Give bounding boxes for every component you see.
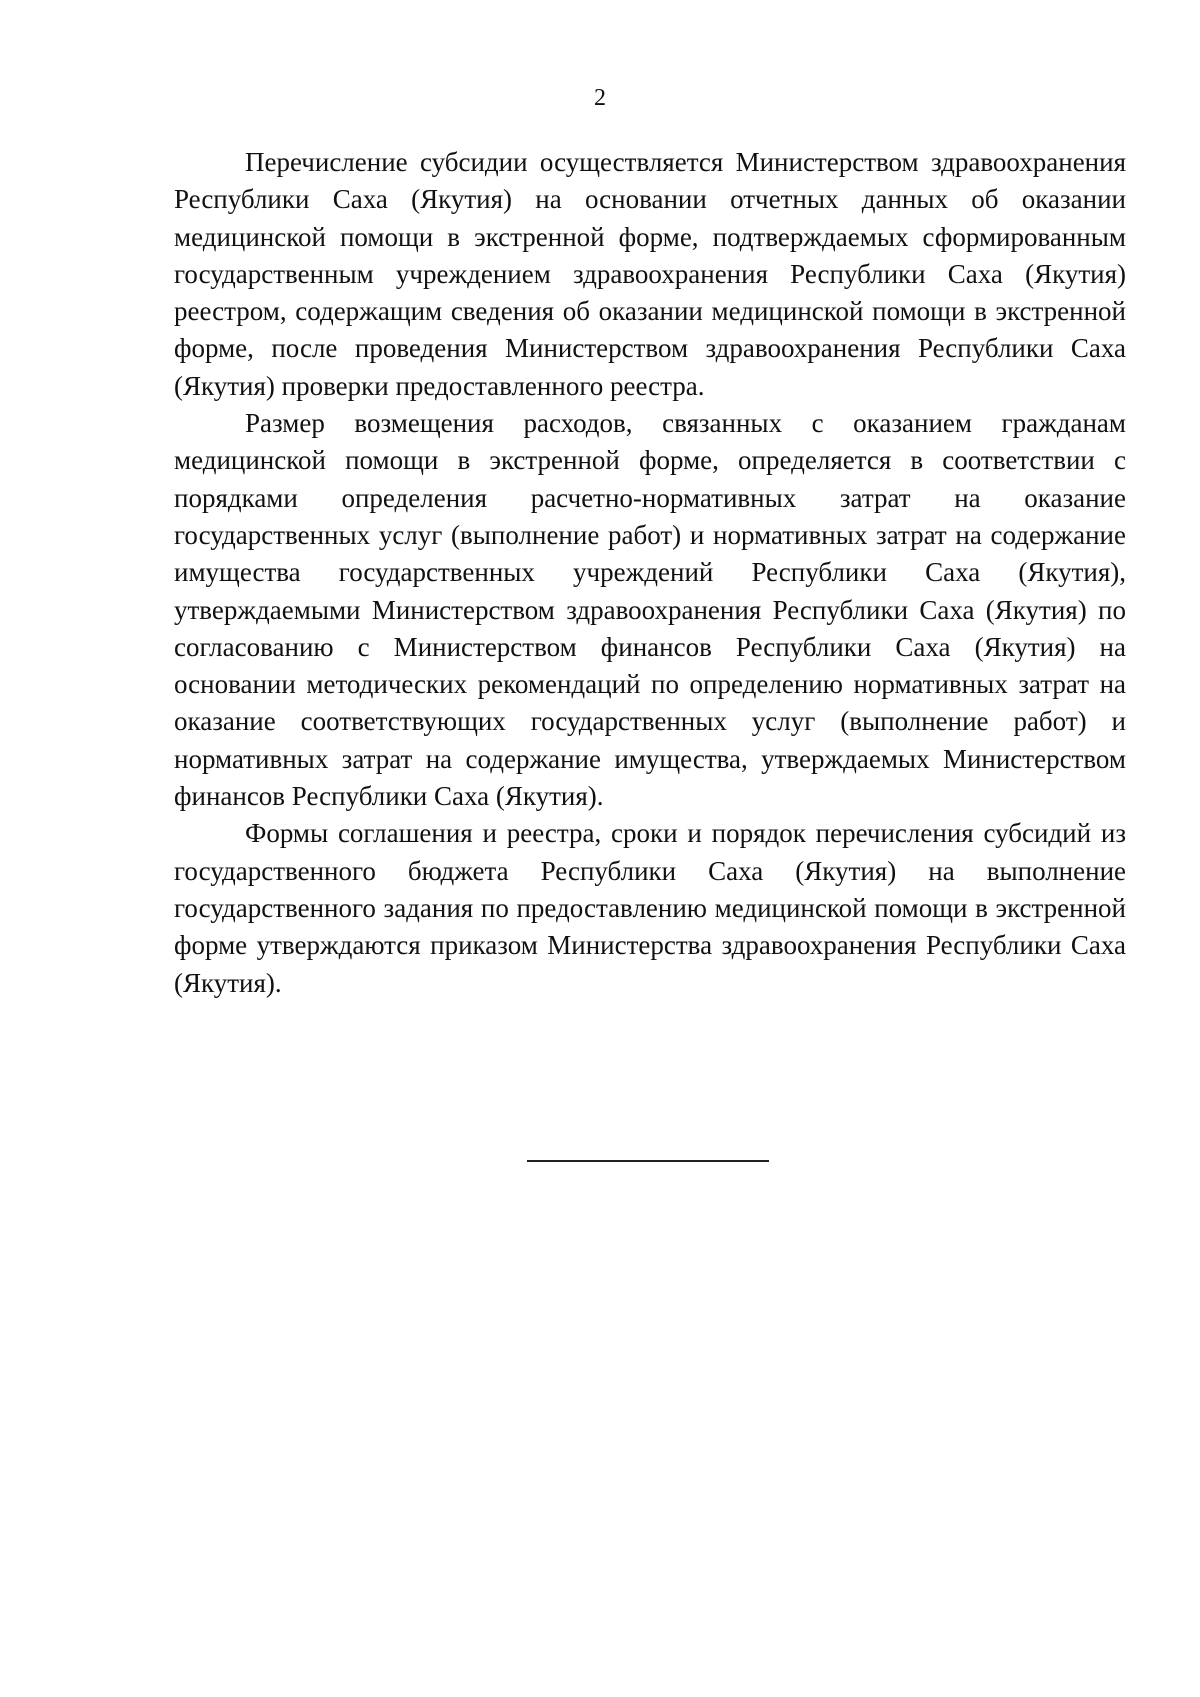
page-number: 2: [594, 85, 606, 111]
document-body: [174, 144, 1126, 1002]
paragraph-forms-and-terms: Формы соглашения и реестра, сроки и порядок перечисления субсидий из государственного бюджета Республики Саха (Якутия) на выполнение государственного задания по предоставлению медицинской помощи в экстренной форме утверждаются приказом Министерства здравоохранения Республики Саха (Якутия).: [174, 818, 1126, 998]
paragraph-subsidy-transfer: Перечисление субсидии осуществляется Министерством здравоохранения Республики Саха (Якутия) на основании отчетных данных об оказании медицинской помощи в экстренной форме, подтверждаемых сформированным государственным учреждением здравоохранения Республики Саха (Якутия) реестром, содержащим сведения об оказании медицинской помощи в экстренной форме, после проведения Министерством здравоохранения Республики Саха (Якутия) проверки предоставленного реестра.: [174, 147, 1126, 401]
end-of-document-rule: [527, 1160, 769, 1162]
paragraph-reimbursement-amount: Размер возмещения расходов, связанных с оказанием гражданам медицинской помощи в экстренной форме, определяется в соответствии с порядками определения расчетно-нормативных затрат на оказание государственных услуг (выполнение работ) и нормативных затрат на содержание имущества государственных учреждений Республики Саха (Якутия), утверждаемыми Министерством здравоохранения Республики Саха (Якутия) по согласованию с Министерством финансов Республики Саха (Якутия) на основании методических рекомендаций по определению нормативных затрат на оказание соответствующих государственных услуг (выполнение работ) и нормативных затрат на содержание имущества, утверждаемых Министерством финансов Республики Саха (Якутия).: [174, 408, 1126, 812]
